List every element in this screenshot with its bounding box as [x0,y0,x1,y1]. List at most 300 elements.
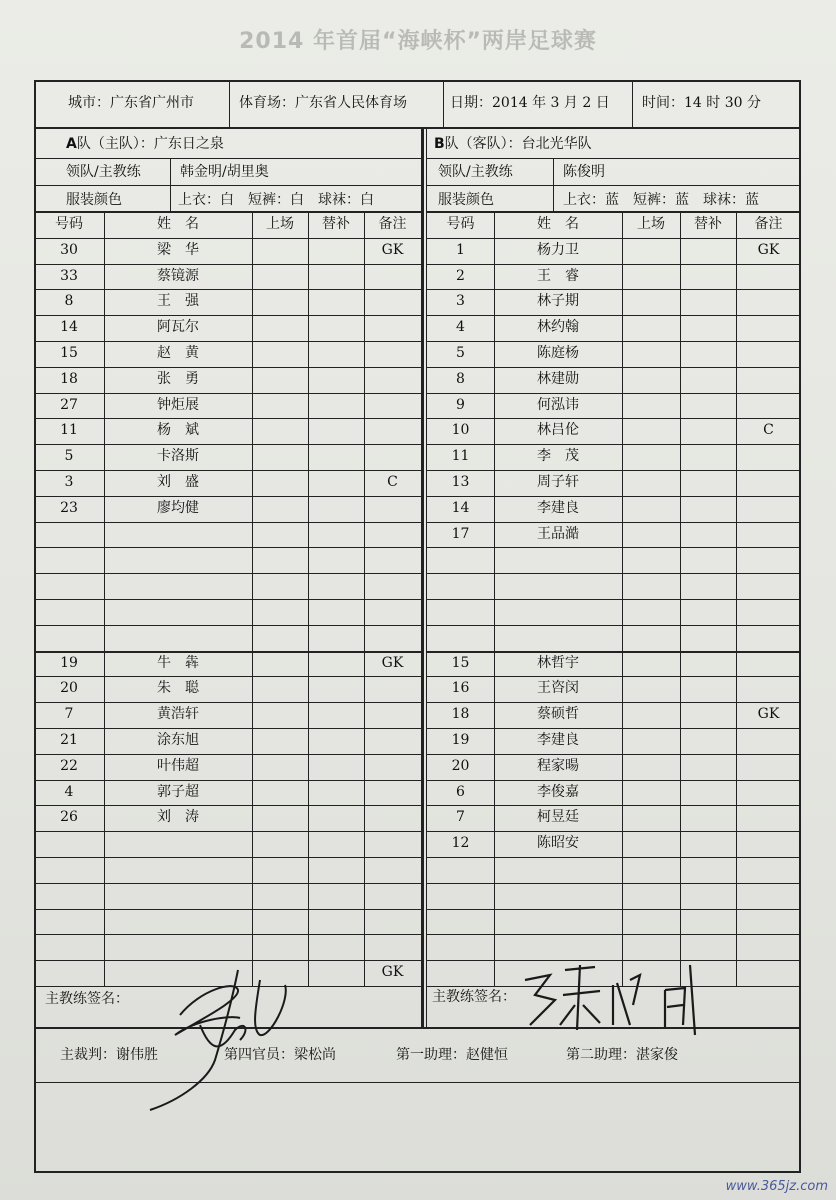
column-divider [252,212,253,986]
cell-on [622,857,680,882]
divider [427,185,801,186]
cell-note [364,547,421,572]
cell-name [104,547,252,572]
cell-number [427,547,494,572]
cell-sub [680,289,736,314]
cell-number: 11 [451,448,470,465]
cell-number: 7 [64,706,74,723]
table-row [34,367,421,392]
cell-on [622,702,680,727]
cell-on [252,496,308,521]
cell-note [364,676,421,701]
cell-name: 林吕伦 [537,422,579,439]
cell-sub [680,857,736,882]
cell-sub [308,573,364,598]
cell-sub [680,883,736,908]
cell-note [364,393,421,418]
cell-number: 6 [456,783,465,800]
cell-sub [680,341,736,366]
cell-sub [308,960,364,985]
cell-on [252,264,308,289]
cell-name: 李建良 [537,732,579,748]
cell-note [736,470,801,495]
cell-number: 14 [60,319,78,336]
cell-on [622,573,680,598]
cell-number: 20 [60,680,78,697]
cell-sub [308,341,364,366]
column-divider [364,212,365,986]
cell-sub [680,238,736,263]
document-title: 2014 年首届“海峡杯”两岸足球赛 [239,29,597,54]
cell-on [252,238,308,263]
cell-number [34,625,104,650]
divider [443,81,444,127]
column-divider [622,212,623,986]
cell-name: 叶伟超 [157,757,199,774]
cell-sub [680,367,736,392]
table-row [427,754,801,779]
team-b-coach-signature [505,955,715,1045]
cell-sub [308,289,364,314]
cell-note [364,754,421,779]
team-b-title [434,135,592,153]
cell-on [252,676,308,701]
cell-on [622,367,680,392]
cell-note [736,651,801,676]
cell-number [427,625,494,650]
cell-number: 23 [60,499,78,516]
cell-on [252,883,308,908]
cell-on [252,780,308,805]
cell-note [736,341,801,366]
cell-name: 陈昭安 [537,835,579,852]
cell-note: GK [381,964,404,981]
table-row [427,702,801,727]
cell-sub [308,754,364,779]
cell-note [364,599,421,624]
table-row [34,444,421,469]
cell-note [736,728,801,753]
column-header: 号码 [55,216,83,232]
column-divider [736,212,737,986]
date-field: 日期：2014 年 3 月 2 日 [450,95,610,111]
table-row [34,780,421,805]
cell-sub [680,805,736,830]
cell-number [34,831,104,856]
cell-on [252,393,308,418]
cell-name: 程家暘 [537,757,579,774]
divider [427,158,801,159]
cell-name: 杨力卫 [537,241,579,258]
cell-on [252,341,308,366]
cell-note [736,780,801,805]
cell-name: 杨 斌 [157,422,199,439]
cell-on [622,444,680,469]
cell-note [736,934,801,959]
cell-on [622,547,680,572]
cell-name [104,857,252,882]
cell-on [252,289,308,314]
cell-on [252,625,308,650]
team-a-coach: 韩金明/胡里奥 [180,164,269,180]
cell-sub [680,470,736,495]
cell-number: 19 [451,732,470,748]
cell-note [364,883,421,908]
cell-sub [308,367,364,392]
cell-sub [680,702,736,727]
cell-number [34,547,104,572]
team-a-letter: A [66,136,77,152]
cell-sub [680,547,736,572]
cell-sub [308,547,364,572]
table-row [34,522,421,547]
cell-sub [680,444,736,469]
column-header: 备注 [754,216,783,232]
cell-number [34,934,104,959]
cell-number [34,522,104,547]
cell-name: 林子期 [537,293,579,310]
cell-sub [680,599,736,624]
cell-on [252,909,308,934]
team-divider [421,128,424,1028]
column-divider [680,212,681,986]
cell-note [364,909,421,934]
cell-name [104,522,252,547]
table-row [427,393,801,418]
cell-name: 林约翰 [537,319,579,336]
table-row [34,393,421,418]
cell-note [364,805,421,830]
cell-note [736,573,801,598]
cell-note [364,831,421,856]
cell-name: 阿瓦尔 [157,319,199,336]
cell-name [104,934,252,959]
cell-number: 14 [451,499,470,516]
cell-note [364,418,421,443]
column-header: 上场 [637,216,665,232]
cell-name: 王 睿 [537,267,579,284]
cell-number: 5 [456,345,465,361]
cell-sub [680,393,736,418]
cell-number: 26 [60,809,78,826]
cell-number: 3 [456,293,465,310]
cell-note [736,547,801,572]
table-row [34,547,421,572]
cell-number [427,883,494,908]
cell-number: 9 [456,396,465,413]
column-divider [104,212,105,986]
team-b-label: 队（客队）：台北光华队 [444,136,592,152]
cell-name: 周子轩 [537,474,579,490]
column-header: 号码 [446,216,475,232]
cell-sub [680,754,736,779]
cell-sub [308,496,364,521]
cell-on [252,934,308,959]
cell-on [622,315,680,340]
cell-number: 33 [60,267,78,284]
table-row [34,264,421,289]
cell-name: 张 勇 [157,370,199,387]
cell-sub [680,496,736,521]
column-header: 备注 [378,216,407,232]
cell-note [736,625,801,650]
cell-name: 郭子超 [157,783,199,800]
cell-sub [680,315,736,340]
stadium-field: 体育场：广东省人民体育场 [239,95,407,111]
cell-note: GK [381,241,404,258]
table-row [427,883,801,908]
table-row [34,238,421,263]
cell-name: 卡洛斯 [157,448,199,465]
cell-name: 王品澔 [537,525,579,542]
table-row [34,676,421,701]
team-a-coach-signature [140,960,310,1120]
cell-number: 8 [64,293,74,310]
cell-on [622,289,680,314]
cell-name: 林建勋 [537,370,579,387]
cell-note [364,857,421,882]
cell-name [494,857,622,882]
column-header: 上场 [266,216,294,232]
table-row [427,599,801,624]
team-a-label: 队（主队）：广东日之泉 [76,136,224,152]
cell-name: 何泓讳 [537,396,579,413]
cell-number [427,857,494,882]
cell-number: 13 [451,474,470,490]
cell-note [736,522,801,547]
cell-note [364,780,421,805]
cell-on [252,857,308,882]
table-row [34,625,421,650]
cell-number: 20 [451,757,470,774]
cell-number: 3 [64,474,74,490]
cell-number: 4 [64,783,74,800]
divider [632,81,633,127]
cell-sub [680,264,736,289]
cell-number: 12 [451,835,470,852]
cell-number: 2 [456,267,465,284]
cell-name: 柯昱廷 [537,809,579,826]
cell-on [252,418,308,443]
cell-sub [680,909,736,934]
cell-number: 10 [451,422,470,439]
cell-note [736,444,801,469]
cell-number: 18 [451,706,470,723]
cell-number: 22 [60,757,78,774]
cell-note [364,444,421,469]
table-row [427,341,801,366]
cell-note [736,909,801,934]
cell-sub [680,573,736,598]
cell-number [34,909,104,934]
cell-name [104,625,252,650]
cell-on [622,883,680,908]
cell-name [494,599,622,624]
column-divider [494,212,495,986]
cell-note: GK [381,654,404,671]
cell-on [252,367,308,392]
table-row [34,651,421,676]
cell-name [104,599,252,624]
table-row [427,470,801,495]
watermark: www.365jz.com [725,1179,828,1194]
cell-on [622,418,680,443]
cell-number [427,909,494,934]
team-a-title [66,135,224,153]
cell-name: 李 茂 [537,448,579,465]
cell-sub [308,676,364,701]
cell-sub [308,264,364,289]
table-row [427,728,801,753]
cell-note [736,831,801,856]
cell-sub [308,470,364,495]
table-row [427,522,801,547]
cell-number: 30 [60,241,78,258]
table-header-row [427,212,801,237]
table-row [427,444,801,469]
cell-note [364,702,421,727]
cell-name: 朱 聪 [157,680,199,697]
cell-sub [680,625,736,650]
cell-number: 21 [60,732,78,748]
table-row [427,315,801,340]
cell-note [736,393,801,418]
cell-sub [308,625,364,650]
cell-name: 涂东旭 [157,732,199,748]
cell-name [104,831,252,856]
cell-note [364,934,421,959]
cell-sub [308,831,364,856]
cell-sub [680,780,736,805]
city-field: 城市：广东省广州市 [68,95,194,111]
cell-note [736,960,801,985]
cell-note [364,367,421,392]
cell-number [34,857,104,882]
cell-note [364,728,421,753]
cell-on [622,341,680,366]
team-b-letter: B [434,136,445,152]
cell-note [736,754,801,779]
cell-sub [308,444,364,469]
table-row [427,573,801,598]
assistant-referee-1-field: 第一助理：赵健恒 [396,1047,508,1063]
table-row [427,857,801,882]
cell-number [34,573,104,598]
cell-note: GK [757,706,780,723]
table-row [34,599,421,624]
cell-sub [308,599,364,624]
cell-note: C [387,474,398,490]
cell-on [252,805,308,830]
cell-on [252,831,308,856]
team-a-sign-label: 主教练签名： [45,991,129,1007]
team-a-kit: 上衣：白 短裤：白 球袜：白 [178,192,374,208]
table-row [34,909,421,934]
table-row [427,831,801,856]
cell-name [104,573,252,598]
cell-number [34,599,104,624]
table-row [427,496,801,521]
table-row [34,289,421,314]
cell-note [736,264,801,289]
cell-sub [680,676,736,701]
table-row [34,857,421,882]
cell-sub [308,883,364,908]
team-b-sign-label: 主教练签名： [432,989,516,1005]
cell-sub [308,238,364,263]
cell-number [34,960,104,985]
cell-on [252,728,308,753]
cell-note [364,264,421,289]
cell-number: 4 [456,319,465,336]
cell-sub [680,728,736,753]
table-row [34,883,421,908]
team-b-kit: 上衣：蓝 短裤：蓝 球袜：蓝 [563,192,759,208]
cell-name [104,883,252,908]
table-row [34,470,421,495]
cell-on [622,780,680,805]
table-row [34,702,421,727]
cell-note [736,496,801,521]
cell-sub [308,651,364,676]
table-row [427,264,801,289]
cell-name: 钟炬展 [157,396,199,413]
cell-name: 王 强 [157,293,199,310]
cell-sub [680,831,736,856]
assistant-referee-2-field: 第二助理：湛家俊 [566,1047,678,1063]
cell-name: 刘 盛 [157,474,199,490]
cell-note [736,805,801,830]
referee-field: 主裁判：谢伟胜 [60,1047,158,1063]
cell-on [622,805,680,830]
cell-on [622,522,680,547]
cell-note [736,367,801,392]
cell-on [622,909,680,934]
cell-on [622,238,680,263]
cell-name: 李俊嘉 [537,783,579,800]
table-row [427,367,801,392]
cell-sub [308,522,364,547]
table-row [427,289,801,314]
time-field: 时间：14 时 30 分 [642,95,761,111]
cell-on [622,496,680,521]
cell-note [364,522,421,547]
table-row [34,496,421,521]
cell-name: 蔡硕哲 [537,706,579,723]
cell-on [252,573,308,598]
cell-name [494,909,622,934]
cell-on [252,599,308,624]
cell-number: 1 [456,241,465,258]
table-row [427,418,801,443]
cell-note [364,341,421,366]
cell-sub [308,934,364,959]
cell-sub [308,909,364,934]
cell-number: 5 [64,448,74,465]
cell-on [252,651,308,676]
cell-name: 黄浩轩 [157,706,199,723]
fourth-official-field: 第四官员：梁松尚 [224,1047,336,1063]
team-a-kit-label: 服装颜色 [66,192,122,208]
cell-number: 7 [456,809,465,826]
table-row [427,805,801,830]
cell-on [622,599,680,624]
table-row [34,805,421,830]
table-row [34,831,421,856]
cell-on [252,315,308,340]
team-b-coach: 陈俊明 [563,164,605,180]
table-row [34,573,421,598]
